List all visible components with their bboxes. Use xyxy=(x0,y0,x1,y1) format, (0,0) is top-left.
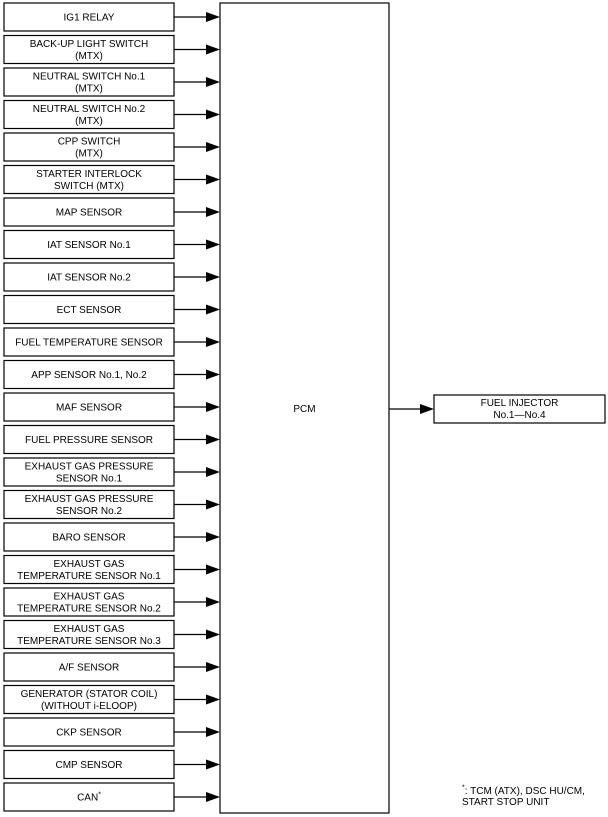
input-label-line: EXHAUST GAS xyxy=(53,591,125,603)
input-arrow-head xyxy=(206,207,220,217)
input-arrow-head xyxy=(206,370,220,380)
input-arrow-head xyxy=(206,597,220,607)
input-label-line: TEMPERATURE SENSOR No.1 xyxy=(17,571,161,582)
input-block xyxy=(4,588,220,616)
input-block xyxy=(4,523,220,551)
input-block xyxy=(4,718,220,746)
input-arrow-head xyxy=(206,467,220,477)
input-block xyxy=(4,198,220,226)
input-label-line: CKP SENSOR xyxy=(56,727,122,739)
input-label-line: (MTX) xyxy=(75,83,103,95)
input-label-line: TEMPERATURE SENSOR No.3 xyxy=(17,636,161,647)
input-block xyxy=(4,621,220,649)
input-arrow-head xyxy=(206,240,220,250)
input-block xyxy=(4,166,220,194)
input-label-line: GENERATOR (STATOR COIL) xyxy=(20,689,158,700)
input-block xyxy=(4,68,220,96)
input-label-line: (MTX) xyxy=(75,51,103,62)
input-arrow-head xyxy=(206,630,220,640)
input-label-line: (MTX) xyxy=(75,148,103,160)
input-label-line: EXHAUST GAS xyxy=(53,624,125,635)
input-arrow-head xyxy=(206,727,220,737)
input-block xyxy=(4,783,220,811)
footnote-text-2: START STOP UNIT xyxy=(462,797,550,808)
output-arrow-head xyxy=(420,404,434,414)
input-label-line: SENSOR No.2 xyxy=(55,506,123,517)
input-label-line: APP SENSOR No.1, No.2 xyxy=(31,370,147,381)
input-label-text: CAN xyxy=(77,792,99,804)
input-label-line: EXHAUST GAS xyxy=(53,559,125,570)
input-block xyxy=(4,491,220,519)
input-label-line: SWITCH (MTX) xyxy=(54,181,124,192)
pcm-label: PCM xyxy=(293,404,316,415)
fuel-injector-label-line-1: FUEL INJECTOR xyxy=(480,398,559,409)
input-block xyxy=(4,653,220,681)
input-block xyxy=(4,36,220,64)
input-label-line: A/F SENSOR xyxy=(58,662,120,674)
input-label-line: CPP SWITCH xyxy=(57,136,121,148)
input-arrow-head xyxy=(206,12,220,22)
input-label-line: BARO SENSOR xyxy=(52,532,126,544)
input-label-line: NEUTRAL SWITCH No.2 xyxy=(32,104,146,115)
input-block xyxy=(4,231,220,259)
input-arrow-head xyxy=(206,760,220,770)
input-label-line: BACK-UP LIGHT SWITCH xyxy=(29,39,149,50)
input-label-line: (MTX) xyxy=(75,116,103,127)
fuel-injector-block xyxy=(434,395,605,423)
input-arrow-head xyxy=(206,435,220,445)
input-arrow-head xyxy=(206,45,220,55)
input-list xyxy=(4,3,220,811)
input-label-line: (WITHOUT i-ELOOP) xyxy=(41,701,137,712)
input-label-line: EXHAUST GAS PRESSURE xyxy=(24,494,154,505)
input-arrow-head xyxy=(206,110,220,120)
footnote-text-1: : TCM (ATX), DSC HU/CM, xyxy=(464,786,585,797)
input-arrow-head xyxy=(206,792,220,802)
input-block xyxy=(4,426,220,454)
input-arrow-head xyxy=(206,500,220,510)
input-label-line: IG1 RELAY xyxy=(63,12,115,24)
input-label-line: IAT SENSOR No.1 xyxy=(47,240,131,251)
input-block xyxy=(4,751,220,779)
input-block xyxy=(4,393,220,421)
input-label-line: CMP SENSOR xyxy=(55,760,123,771)
input-arrow-head xyxy=(206,142,220,152)
input-arrow-head xyxy=(206,662,220,672)
input-block xyxy=(4,361,220,389)
input-label-line: SENSOR No.1 xyxy=(55,473,123,485)
footnote-reference-mark: * xyxy=(98,791,101,799)
input-arrow-head xyxy=(206,77,220,87)
input-label-line: MAF SENSOR xyxy=(55,402,123,414)
input-block xyxy=(4,101,220,129)
input-label-line: EXHAUST GAS PRESSURE xyxy=(24,461,154,473)
input-label-line xyxy=(77,792,101,804)
input-label-line: MAP SENSOR xyxy=(55,207,123,219)
input-label-line: STARTER INTERLOCK xyxy=(36,169,142,180)
input-block xyxy=(4,458,220,486)
footnote-mark: * xyxy=(462,784,465,792)
pcm-output-connector xyxy=(389,404,434,414)
input-block xyxy=(4,556,220,584)
input-block xyxy=(4,263,220,291)
input-block xyxy=(4,686,220,714)
input-block xyxy=(4,133,220,161)
input-arrow-head xyxy=(206,402,220,412)
input-label-line: FUEL TEMPERATURE SENSOR xyxy=(15,337,163,349)
input-arrow-head xyxy=(206,305,220,315)
input-label-line: FUEL PRESSURE SENSOR xyxy=(25,435,153,446)
input-label-line: ECT SENSOR xyxy=(56,305,122,316)
input-arrow-head xyxy=(206,337,220,347)
input-arrow-head xyxy=(206,532,220,542)
input-label-line: NEUTRAL SWITCH No.1 xyxy=(32,71,146,83)
input-arrow-head xyxy=(206,695,220,705)
input-block xyxy=(4,3,220,31)
input-block xyxy=(4,328,220,356)
input-block xyxy=(4,296,220,324)
fuel-injector-label-line-2: No.1—No.4 xyxy=(493,410,546,421)
footnote xyxy=(462,786,585,808)
input-arrow-head xyxy=(206,175,220,185)
input-arrow-head xyxy=(206,565,220,575)
input-arrow-head xyxy=(206,272,220,282)
input-label-line: IAT SENSOR No.2 xyxy=(47,272,131,284)
footnote-line-1 xyxy=(462,786,585,797)
input-label-line: TEMPERATURE SENSOR No.2 xyxy=(17,603,161,615)
